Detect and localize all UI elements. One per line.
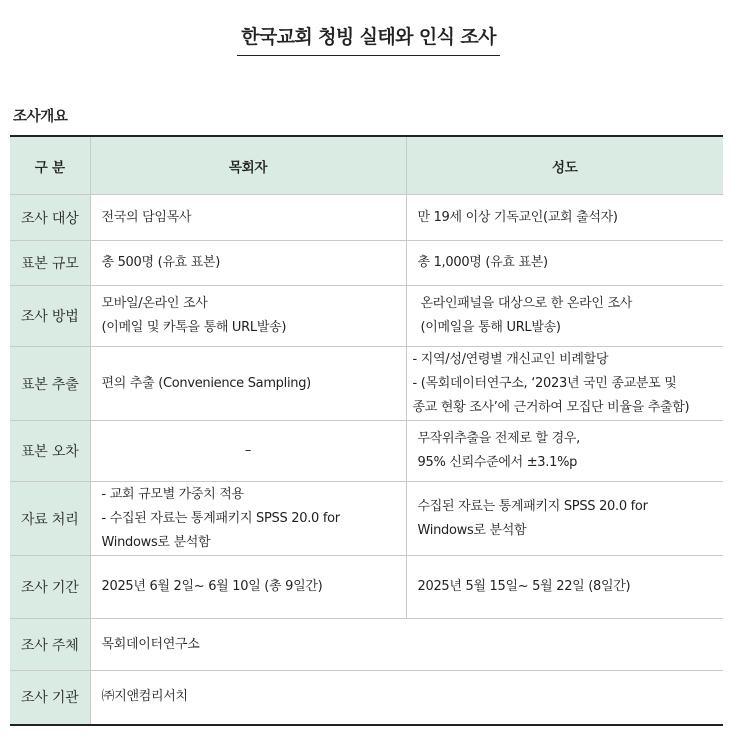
- member-cell: [406, 556, 723, 619]
- page-title: 한국교회 청빙 실태와 인식 조사: [237, 22, 500, 56]
- member-cell: [406, 195, 723, 241]
- cell-line: 모바일/온라인 조사: [101, 296, 208, 311]
- header-row: [10, 136, 723, 195]
- row-label: 표본 규모: [10, 241, 90, 286]
- cell-line: Windows로 분석함: [101, 534, 211, 550]
- span-cell: [90, 619, 723, 671]
- row-sampling: [10, 347, 723, 421]
- row-period: [10, 556, 723, 619]
- row-target: [10, 195, 723, 241]
- member-cell: [406, 241, 723, 286]
- member-cell: [406, 347, 723, 421]
- member-cell: [406, 482, 723, 556]
- cell-line: 총 1,000명 (유효 표본): [417, 255, 548, 270]
- row-method: [10, 286, 723, 347]
- cell-line: 종교 현황 조사’에 근거하여 모집단 비율을 추출함): [412, 399, 690, 415]
- span-cell: [90, 671, 723, 725]
- cell-line: - 교회 규모별 가중치 적용: [101, 486, 244, 502]
- cell-line: ㈜지앤컴리서치: [101, 689, 188, 705]
- header-category: 구 분: [10, 136, 90, 195]
- cell-line: - (목회데이터연구소, ‘2023년 국민 종교분포 및: [412, 375, 677, 391]
- row-label: 표본 오차: [10, 421, 90, 482]
- header-pastor: 목회자: [90, 136, 406, 195]
- row-organizer: [10, 619, 723, 671]
- row-label: 조사 기관: [10, 671, 90, 725]
- cell-line: 목회데이터연구소: [101, 636, 200, 652]
- pastor-cell: [90, 195, 406, 241]
- cell-line: 무작위추출을 전제로 할 경우,: [417, 431, 580, 446]
- row-agency: [10, 671, 723, 725]
- pastor-cell: [90, 347, 406, 421]
- cell-line: 총 500명 (유효 표본): [101, 255, 221, 270]
- cell-line: (이메일 및 카톡을 통해 URL발송): [101, 320, 287, 335]
- cell-line: 수집된 자료는 통계패키지 SPSS 20.0 for: [417, 498, 648, 514]
- row-sample-size: [10, 241, 723, 286]
- cell-line: 95% 신뢰수준에서 ±3.1%p: [417, 455, 578, 470]
- cell-line: Windows로 분석함: [417, 522, 527, 538]
- row-label: 조사 방법: [10, 286, 90, 347]
- cell-line: 만 19세 이상 기독교인(교회 출석자): [417, 209, 618, 225]
- cell-line: - 수집된 자료는 통계패키지 SPSS 20.0 for: [101, 510, 340, 526]
- member-cell: [406, 286, 723, 347]
- member-cell: [406, 421, 723, 482]
- cell-line: - 지역/성/연령별 개신교인 비례할당: [412, 351, 609, 367]
- survey-overview-table: [10, 135, 723, 726]
- row-label: 조사 기간: [10, 556, 90, 619]
- cell-line: –: [244, 443, 252, 458]
- cell-line: 2025년 5월 15일~ 5월 22일 (8일간): [417, 579, 631, 594]
- pastor-cell: [90, 286, 406, 347]
- cell-line: (이메일을 통해 URL발송): [420, 320, 561, 335]
- page-title-wrap: [0, 22, 737, 56]
- row-sampling-error: [10, 421, 723, 482]
- pastor-cell: [90, 482, 406, 556]
- row-label: 조사 주체: [10, 619, 90, 671]
- row-label: 표본 추출: [10, 347, 90, 421]
- header-member: 성도: [406, 136, 723, 195]
- row-label: 자료 처리: [10, 482, 90, 556]
- cell-line: 전국의 담임목사: [101, 209, 192, 225]
- cell-line: 2025년 6월 2일~ 6월 10일 (총 9일간): [101, 579, 323, 594]
- pastor-cell: [90, 556, 406, 619]
- row-label: 조사 대상: [10, 195, 90, 241]
- pastor-cell: [90, 421, 406, 482]
- cell-line: 온라인패널을 대상으로 한 온라인 조사: [420, 296, 632, 311]
- row-data-processing: [10, 482, 723, 556]
- pastor-cell: [90, 241, 406, 286]
- section-title: 조사개요: [13, 109, 68, 125]
- cell-line: 편의 추출 (Convenience Sampling): [101, 375, 311, 391]
